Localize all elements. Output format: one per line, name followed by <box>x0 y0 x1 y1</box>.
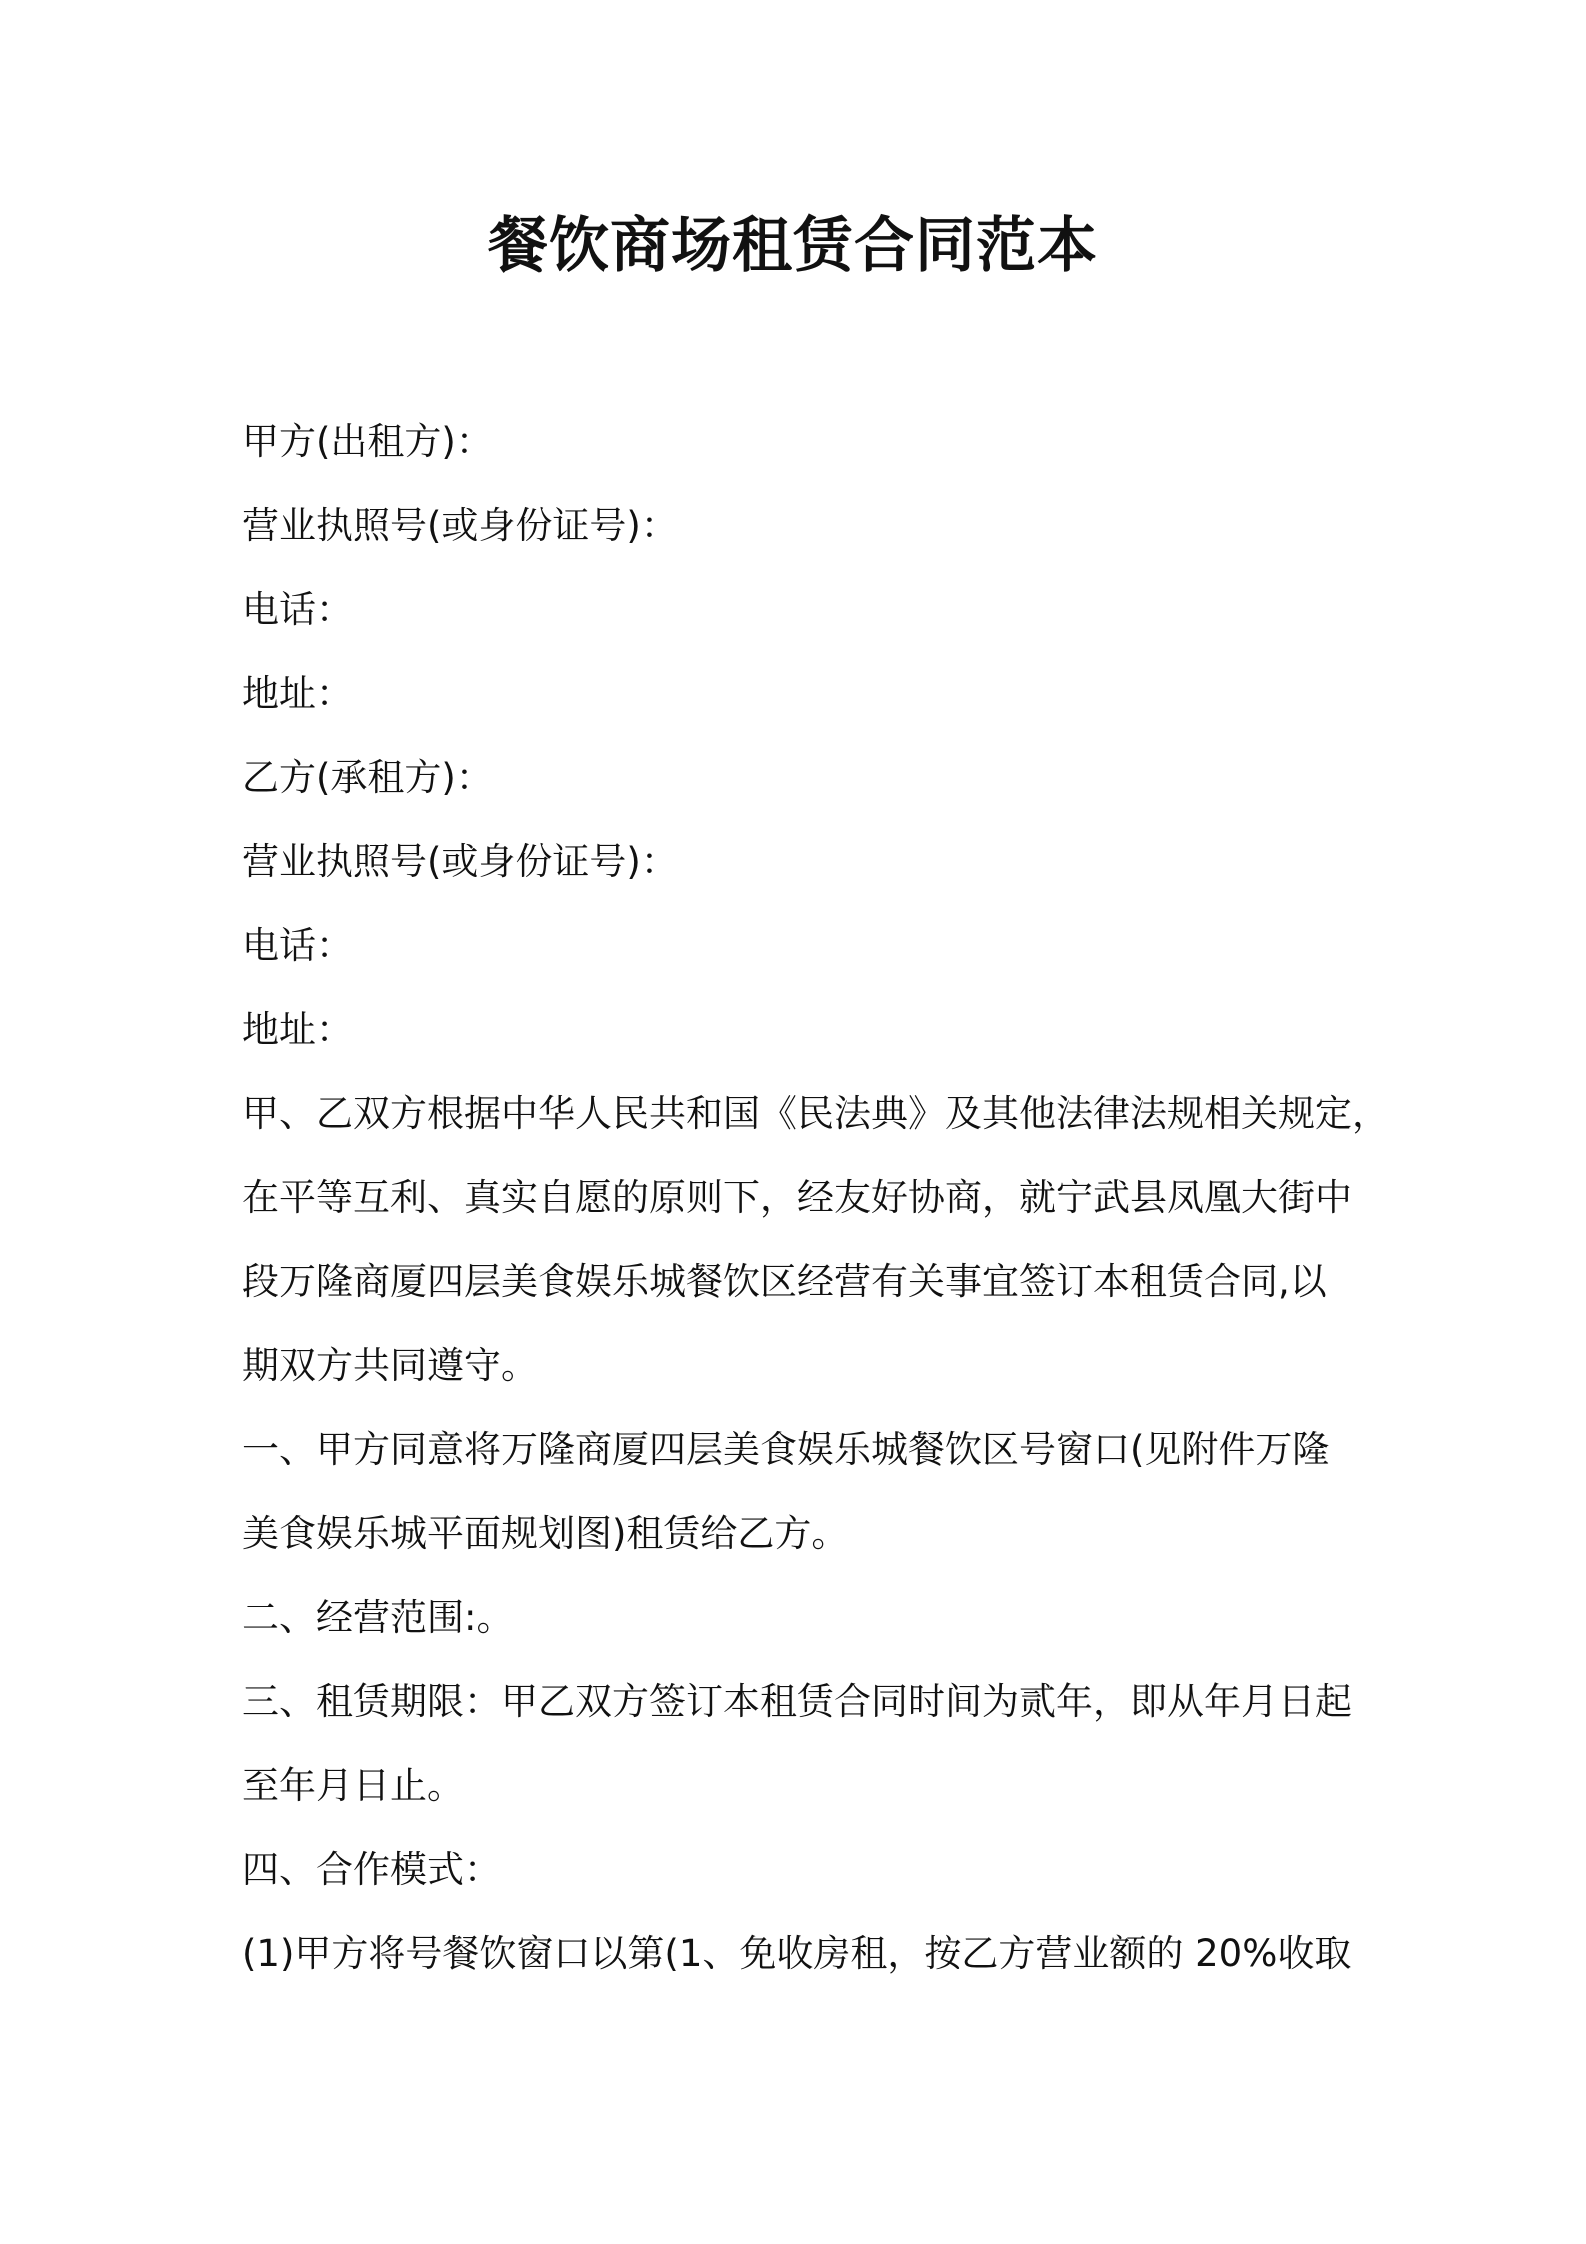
document-title: 餐饮商场租赁合同范本 <box>488 211 1098 281</box>
party-a-label: 甲方(出租方)： <box>242 420 493 463</box>
party-b-label: 乙方(承租方)： <box>242 756 493 799</box>
party-a-license-label: 营业执照号(或身份证号)： <box>242 504 678 547</box>
party-a-phone-label: 电话： <box>242 588 353 631</box>
contract-body <box>242 400 1389 1996</box>
preamble-line: 在平等互利、真实自愿的原则下，经友好协商，就宁武县凤凰大街中 <box>242 1176 1352 1219</box>
clause-two-line: 二、经营范围:。 <box>242 1596 514 1639</box>
clause-one-line: 一、甲方同意将万隆商厦四层美食娱乐城餐饮区号窗口(见附件万隆 <box>242 1428 1330 1471</box>
party-b-license-label: 营业执照号(或身份证号)： <box>242 840 678 883</box>
clause-three-line: 至年月日止。 <box>242 1764 464 1807</box>
party-b-address-label: 地址： <box>242 1008 353 1051</box>
preamble-line: 段万隆商厦四层美食娱乐城餐饮区经营有关事宜签订本租赁合同,以 <box>242 1260 1327 1303</box>
clause-three-line: 三、租赁期限：甲乙双方签订本租赁合同时间为贰年，即从年月日起 <box>242 1680 1352 1723</box>
clause-four-item-line: (1)甲方将号餐饮窗口以第(1、免收房租，按乙方营业额的 20%收取 <box>242 1932 1352 1975</box>
preamble-line: 期双方共同遵守。 <box>242 1344 538 1387</box>
clause-one-line: 美食娱乐城平面规划图)租赁给乙方。 <box>242 1512 849 1555</box>
party-a-address-label: 地址： <box>242 672 353 715</box>
party-b-phone-label: 电话： <box>242 924 353 967</box>
preamble-line: 甲、乙双方根据中华人民共和国《民法典》及其他法律法规相关规定， <box>242 1092 1389 1135</box>
clause-four-heading: 四、合作模式： <box>242 1848 501 1891</box>
